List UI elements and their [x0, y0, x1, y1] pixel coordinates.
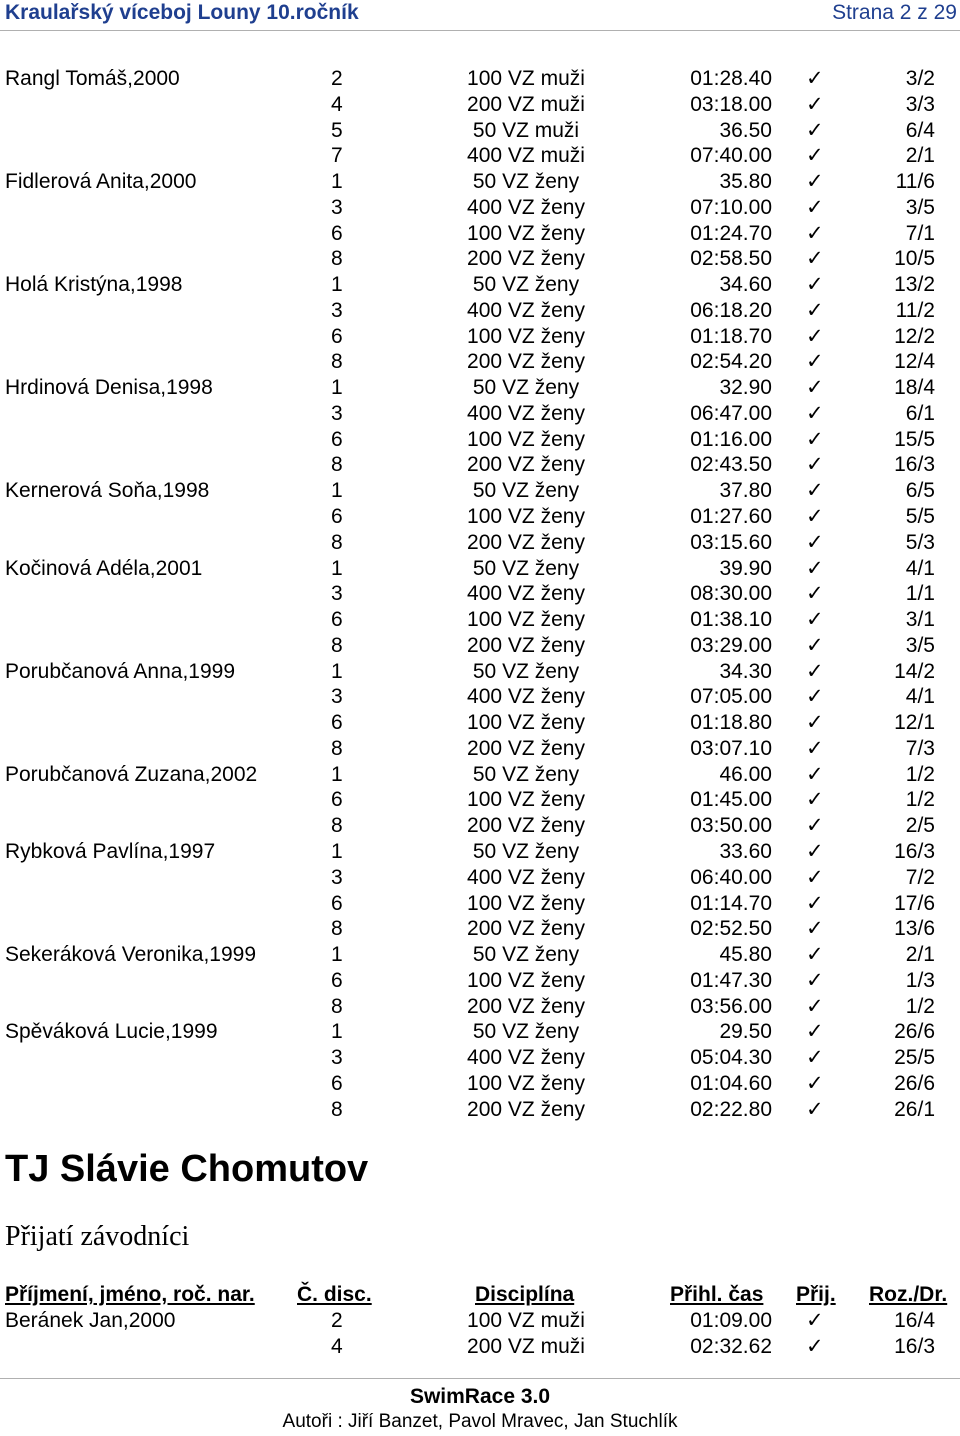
table-row — [0, 581, 960, 607]
athlete-name: Fidlerová Anita,2000 — [5, 170, 197, 194]
athlete-name: Kernerová Soňa,1998 — [5, 479, 210, 503]
heat-lane: 12/1 — [894, 711, 935, 735]
accepted-check-icon: ✓ — [806, 401, 824, 425]
document-title: Kraulařský víceboj Louny 10.ročník — [5, 1, 359, 24]
discipline-name: 50 VZ ženy — [472, 556, 580, 580]
discipline-number: 5 — [331, 118, 343, 142]
discipline-number: 4 — [331, 92, 343, 116]
discipline-number: 1 — [331, 479, 343, 503]
discipline-number: 1 — [331, 943, 343, 967]
table-row — [0, 968, 960, 994]
discipline-number: 8 — [331, 1097, 343, 1121]
entries-list — [0, 66, 960, 1122]
table-row — [0, 1097, 960, 1123]
heat-lane: 12/2 — [894, 324, 935, 348]
accepted-check-icon: ✓ — [806, 762, 824, 786]
table-row — [0, 401, 960, 427]
discipline-number: 8 — [331, 633, 343, 657]
discipline-number: 6 — [331, 221, 343, 245]
discipline-name: 400 VZ ženy — [467, 298, 585, 322]
accepted-check-icon: ✓ — [806, 273, 824, 297]
accepted-check-icon: ✓ — [806, 453, 824, 477]
accepted-check-icon: ✓ — [806, 659, 824, 683]
discipline-name: 100 VZ ženy — [467, 608, 585, 632]
table-row — [0, 143, 960, 169]
discipline-number: 8 — [331, 530, 343, 554]
entry-time: 01:28.40 — [690, 67, 772, 90]
entry-time: 02:22.80 — [690, 1097, 772, 1121]
entry-time: 03:18.00 — [690, 92, 772, 116]
discipline-number: 6 — [331, 608, 343, 632]
table-row — [0, 375, 960, 401]
heat-lane: 6/4 — [905, 118, 935, 142]
discipline-name: 100 VZ muži — [467, 1309, 585, 1332]
entry-time: 03:29.00 — [690, 633, 772, 657]
table-row — [0, 221, 960, 247]
accepted-check-icon: ✓ — [806, 814, 824, 838]
discipline-number: 8 — [331, 917, 343, 941]
table-row — [0, 865, 960, 891]
table-row — [0, 659, 960, 685]
discipline-name: 200 VZ ženy — [467, 247, 585, 271]
discipline-number: 6 — [331, 1071, 343, 1095]
discipline-name: 50 VZ ženy — [472, 273, 580, 297]
discipline-number: 3 — [331, 298, 343, 322]
heat-lane: 1/2 — [905, 762, 935, 786]
discipline-number: 8 — [331, 453, 343, 477]
discipline-number: 6 — [331, 968, 343, 992]
athlete-name: Hrdinová Denisa,1998 — [5, 376, 213, 400]
discipline-name: 100 VZ ženy — [467, 1071, 585, 1095]
heat-lane: 1/2 — [905, 788, 935, 812]
table-row — [0, 298, 960, 324]
entry-time: 34.60 — [719, 273, 772, 297]
discipline-number: 3 — [331, 685, 343, 709]
table-row — [0, 916, 960, 942]
entry-time: 01:47.30 — [690, 968, 772, 992]
table-row — [0, 169, 960, 195]
entry-time: 33.60 — [719, 839, 772, 863]
discipline-name: 100 VZ ženy — [467, 968, 585, 992]
accepted-check-icon: ✓ — [806, 917, 824, 941]
page-number: Strana 2 z 29 — [832, 1, 957, 24]
entry-time: 06:40.00 — [690, 865, 772, 889]
discipline-name: 50 VZ ženy — [472, 479, 580, 503]
discipline-name: 200 VZ ženy — [467, 736, 585, 760]
discipline-number: 1 — [331, 170, 343, 194]
table-row — [0, 452, 960, 478]
accepted-check-icon: ✓ — [806, 67, 824, 90]
table-row — [0, 1334, 960, 1360]
accepted-check-icon: ✓ — [806, 608, 824, 632]
accepted-check-icon: ✓ — [806, 994, 824, 1018]
entry-time: 34.30 — [719, 659, 772, 683]
heat-lane: 2/1 — [905, 144, 935, 168]
heat-lane: 14/2 — [894, 659, 935, 683]
discipline-number: 1 — [331, 556, 343, 580]
accepted-check-icon: ✓ — [806, 685, 824, 709]
entry-time: 05:04.30 — [690, 1046, 772, 1070]
discipline-name: 50 VZ ženy — [472, 376, 580, 400]
discipline-number: 8 — [331, 994, 343, 1018]
discipline-number: 1 — [331, 376, 343, 400]
heat-lane: 5/5 — [905, 505, 935, 529]
heat-lane: 11/2 — [895, 298, 935, 322]
discipline-name: 200 VZ muži — [467, 1334, 585, 1358]
entry-time: 36.50 — [719, 118, 772, 142]
heat-lane: 6/5 — [905, 479, 935, 503]
entry-time: 01:04.60 — [690, 1071, 772, 1095]
col-disc-header: Disciplína — [475, 1283, 575, 1306]
table-row — [0, 813, 960, 839]
discipline-name: 100 VZ ženy — [467, 711, 585, 735]
heat-lane: 4/1 — [905, 685, 935, 709]
discipline-name: 100 VZ ženy — [467, 427, 585, 451]
accepted-check-icon: ✓ — [806, 170, 824, 194]
footer-divider — [0, 1378, 960, 1379]
table-row — [0, 762, 960, 788]
section-title: Přijatí závodníci — [5, 1221, 190, 1252]
page-header — [0, 0, 960, 31]
discipline-number: 6 — [331, 505, 343, 529]
heat-lane: 17/6 — [894, 891, 935, 915]
athlete-name: Porubčanová Anna,1999 — [5, 659, 236, 683]
table-row — [0, 633, 960, 659]
accepted-check-icon: ✓ — [806, 865, 824, 889]
discipline-number: 4 — [331, 1334, 343, 1358]
entry-time: 01:16.00 — [690, 427, 772, 451]
discipline-number: 6 — [331, 711, 343, 735]
heat-lane: 16/3 — [894, 453, 935, 477]
heat-lane: 1/3 — [905, 968, 935, 992]
accepted-check-icon: ✓ — [806, 891, 824, 915]
heat-lane: 2/5 — [905, 814, 935, 838]
discipline-name: 100 VZ ženy — [467, 788, 585, 812]
table-row — [0, 736, 960, 762]
entry-time: 06:47.00 — [690, 401, 772, 425]
discipline-name: 200 VZ ženy — [467, 633, 585, 657]
discipline-number: 1 — [331, 762, 343, 786]
footer-app-name: SwimRace 3.0 — [409, 1385, 551, 1408]
entry-time: 02:58.50 — [690, 247, 772, 271]
table-row — [0, 839, 960, 865]
discipline-name: 400 VZ ženy — [467, 1046, 585, 1070]
athlete-name: Sekeráková Veronika,1999 — [5, 943, 257, 967]
discipline-name: 400 VZ ženy — [467, 401, 585, 425]
discipline-name: 200 VZ ženy — [467, 1097, 585, 1121]
heat-lane: 7/2 — [905, 865, 935, 889]
athlete-name: Spěváková Lucie,1999 — [5, 1020, 218, 1044]
accepted-check-icon: ✓ — [806, 633, 824, 657]
discipline-number: 6 — [331, 324, 343, 348]
heat-lane: 1/2 — [905, 994, 935, 1018]
discipline-number: 1 — [331, 839, 343, 863]
accepted-check-icon: ✓ — [806, 839, 824, 863]
discipline-name: 400 VZ muži — [467, 144, 585, 168]
heat-lane: 15/5 — [894, 427, 935, 451]
table-row — [0, 66, 960, 92]
heat-lane: 16/3 — [894, 839, 935, 863]
accepted-check-icon: ✓ — [806, 1334, 824, 1358]
accepted-check-icon: ✓ — [806, 1071, 824, 1095]
discipline-number: 7 — [331, 144, 343, 168]
discipline-name: 200 VZ muži — [467, 92, 585, 116]
accepted-check-icon: ✓ — [806, 247, 824, 271]
athlete-name: Holá Kristýna,1998 — [5, 273, 183, 297]
discipline-number: 1 — [331, 659, 343, 683]
discipline-number: 3 — [331, 1046, 343, 1070]
entry-time: 37.80 — [719, 479, 772, 503]
table-row — [0, 1308, 960, 1334]
discipline-number: 1 — [331, 1020, 343, 1044]
accepted-check-icon: ✓ — [806, 943, 824, 967]
accepted-check-icon: ✓ — [806, 530, 824, 554]
table-row — [0, 994, 960, 1020]
accepted-check-icon: ✓ — [806, 1020, 824, 1044]
heat-lane: 6/1 — [905, 401, 935, 425]
discipline-number: 2 — [331, 67, 343, 90]
accepted-check-icon: ✓ — [806, 582, 824, 606]
col-check-header: Přij. — [796, 1283, 836, 1306]
heat-lane: 16/4 — [894, 1309, 935, 1332]
table-row — [0, 1045, 960, 1071]
discipline-name: 100 VZ ženy — [467, 221, 585, 245]
accepted-check-icon: ✓ — [806, 711, 824, 735]
entry-time: 08:30.00 — [690, 582, 772, 606]
footer-authors: Autoři : Jiří Banzet, Pavol Mravec, Jan Stuchlík — [282, 1411, 678, 1432]
discipline-name: 50 VZ ženy — [472, 943, 580, 967]
heat-lane: 7/3 — [905, 736, 935, 760]
heat-lane: 3/3 — [905, 92, 935, 116]
entry-time: 01:18.70 — [690, 324, 772, 348]
discipline-number: 8 — [331, 350, 343, 374]
entry-time: 03:50.00 — [690, 814, 772, 838]
discipline-name: 50 VZ ženy — [472, 659, 580, 683]
table-row — [0, 324, 960, 350]
heat-lane: 25/5 — [894, 1046, 935, 1070]
heat-lane: 2/1 — [905, 943, 935, 967]
discipline-name: 50 VZ ženy — [472, 170, 580, 194]
entry-time: 03:07.10 — [690, 736, 772, 760]
accepted-check-icon: ✓ — [806, 788, 824, 812]
athlete-name: Kočinová Adéla,2001 — [5, 556, 203, 580]
heat-lane: 10/5 — [894, 247, 935, 271]
col-num-header: Č. disc. — [297, 1283, 372, 1306]
table-row — [0, 1019, 960, 1045]
table-row — [0, 246, 960, 272]
heat-lane: 26/6 — [894, 1071, 935, 1095]
discipline-name: 100 VZ ženy — [467, 324, 585, 348]
entry-time: 07:40.00 — [690, 144, 772, 168]
accepted-check-icon: ✓ — [806, 324, 824, 348]
discipline-number: 6 — [331, 427, 343, 451]
entry-time: 45.80 — [719, 943, 772, 967]
table-row — [0, 272, 960, 298]
discipline-name: 100 VZ ženy — [467, 505, 585, 529]
entry-time: 35.80 — [719, 170, 772, 194]
entry-time: 32.90 — [719, 376, 772, 400]
entry-time: 29.50 — [719, 1020, 772, 1044]
discipline-number: 1 — [331, 273, 343, 297]
table-row — [0, 607, 960, 633]
heat-lane: 26/6 — [894, 1020, 935, 1044]
accepted-check-icon: ✓ — [806, 1046, 824, 1070]
entry-time: 39.90 — [719, 556, 772, 580]
accepted-check-icon: ✓ — [806, 479, 824, 503]
athlete-name: Beránek Jan,2000 — [5, 1309, 176, 1332]
entry-time: 01:27.60 — [690, 505, 772, 529]
discipline-number: 2 — [331, 1309, 343, 1332]
table-row — [0, 1071, 960, 1097]
athlete-name: Porubčanová Zuzana,2002 — [5, 762, 258, 786]
accepted-check-icon: ✓ — [806, 968, 824, 992]
discipline-number: 6 — [331, 788, 343, 812]
heat-lane: 7/1 — [905, 221, 935, 245]
heat-lane: 5/3 — [905, 530, 935, 554]
discipline-name: 50 VZ ženy — [472, 1020, 580, 1044]
entry-time: 07:10.00 — [690, 195, 772, 219]
entry-time: 02:32.62 — [690, 1334, 772, 1358]
table-row — [0, 504, 960, 530]
accepted-check-icon: ✓ — [806, 376, 824, 400]
accepted-check-icon: ✓ — [806, 350, 824, 374]
entry-time: 03:15.60 — [690, 530, 772, 554]
heat-lane: 18/4 — [894, 376, 935, 400]
discipline-number: 8 — [331, 247, 343, 271]
heat-lane: 3/5 — [905, 195, 935, 219]
heat-lane: 3/1 — [905, 608, 935, 632]
table-row — [0, 787, 960, 813]
discipline-name: 400 VZ ženy — [467, 685, 585, 709]
discipline-number: 8 — [331, 814, 343, 838]
entry-time: 06:18.20 — [690, 298, 772, 322]
athlete-name: Rangl Tomáš,2000 — [5, 67, 180, 90]
heat-lane: 12/4 — [894, 350, 935, 374]
discipline-number: 6 — [331, 891, 343, 915]
discipline-name: 50 VZ muži — [472, 118, 580, 142]
discipline-name: 200 VZ ženy — [467, 453, 585, 477]
table-row — [0, 118, 960, 144]
table-row — [0, 195, 960, 221]
accepted-check-icon: ✓ — [806, 195, 824, 219]
entry-time: 01:45.00 — [690, 788, 772, 812]
discipline-name: 50 VZ ženy — [472, 762, 580, 786]
discipline-name: 100 VZ ženy — [467, 891, 585, 915]
accepted-check-icon: ✓ — [806, 118, 824, 142]
discipline-number: 3 — [331, 401, 343, 425]
club-name: TJ Slávie Chomutov — [5, 1148, 369, 1190]
discipline-name: 50 VZ ženy — [472, 839, 580, 863]
entry-time: 01:14.70 — [690, 891, 772, 915]
table-row — [0, 349, 960, 375]
table-row — [0, 710, 960, 736]
entries-list-club — [0, 1308, 960, 1360]
entry-time: 01:18.80 — [690, 711, 772, 735]
accepted-check-icon: ✓ — [806, 92, 824, 116]
heat-lane: 26/1 — [894, 1097, 935, 1121]
col-rank-header: Roz./Dr. — [869, 1283, 948, 1306]
accepted-check-icon: ✓ — [806, 1309, 824, 1332]
entry-time: 01:38.10 — [690, 608, 772, 632]
heat-lane: 1/1 — [905, 582, 935, 606]
table-row — [0, 684, 960, 710]
entry-time: 46.00 — [719, 762, 772, 786]
discipline-name: 200 VZ ženy — [467, 350, 585, 374]
heat-lane: 16/3 — [894, 1334, 935, 1358]
discipline-name: 200 VZ ženy — [467, 917, 585, 941]
discipline-number: 8 — [331, 736, 343, 760]
discipline-name: 200 VZ ženy — [467, 814, 585, 838]
entry-time: 02:52.50 — [690, 917, 772, 941]
table-row — [0, 427, 960, 453]
discipline-name: 400 VZ ženy — [467, 195, 585, 219]
discipline-name: 400 VZ ženy — [467, 582, 585, 606]
table-row — [0, 530, 960, 556]
table-row — [0, 478, 960, 504]
entry-time: 02:43.50 — [690, 453, 772, 477]
accepted-check-icon: ✓ — [806, 505, 824, 529]
entry-time: 01:24.70 — [690, 221, 772, 245]
discipline-name: 200 VZ ženy — [467, 994, 585, 1018]
discipline-name: 100 VZ muži — [467, 67, 585, 90]
table-row — [0, 556, 960, 582]
heat-lane: 4/1 — [905, 556, 935, 580]
col-time-header: Přihl. čas — [670, 1283, 764, 1306]
accepted-check-icon: ✓ — [806, 736, 824, 760]
column-headers — [0, 1283, 960, 1309]
table-row — [0, 942, 960, 968]
discipline-number: 3 — [331, 865, 343, 889]
accepted-check-icon: ✓ — [806, 1097, 824, 1121]
discipline-name: 200 VZ ženy — [467, 530, 585, 554]
entry-time: 01:09.00 — [690, 1309, 772, 1332]
heat-lane: 13/6 — [894, 917, 935, 941]
heat-lane: 3/5 — [905, 633, 935, 657]
heat-lane: 13/2 — [894, 273, 935, 297]
accepted-check-icon: ✓ — [806, 298, 824, 322]
entry-time: 07:05.00 — [690, 685, 772, 709]
entry-time: 02:54.20 — [690, 350, 772, 374]
table-row — [0, 92, 960, 118]
entry-time: 03:56.00 — [690, 994, 772, 1018]
heat-lane: 3/2 — [905, 67, 935, 90]
discipline-number: 3 — [331, 582, 343, 606]
table-row — [0, 891, 960, 917]
athlete-name: Rybková Pavlína,1997 — [5, 839, 216, 863]
accepted-check-icon: ✓ — [806, 556, 824, 580]
accepted-check-icon: ✓ — [806, 221, 824, 245]
col-name-header: Příjmení, jméno, roč. nar. — [5, 1283, 255, 1306]
accepted-check-icon: ✓ — [806, 144, 824, 168]
discipline-name: 400 VZ ženy — [467, 865, 585, 889]
discipline-number: 3 — [331, 195, 343, 219]
heat-lane: 11/6 — [895, 170, 935, 194]
accepted-check-icon: ✓ — [806, 427, 824, 451]
